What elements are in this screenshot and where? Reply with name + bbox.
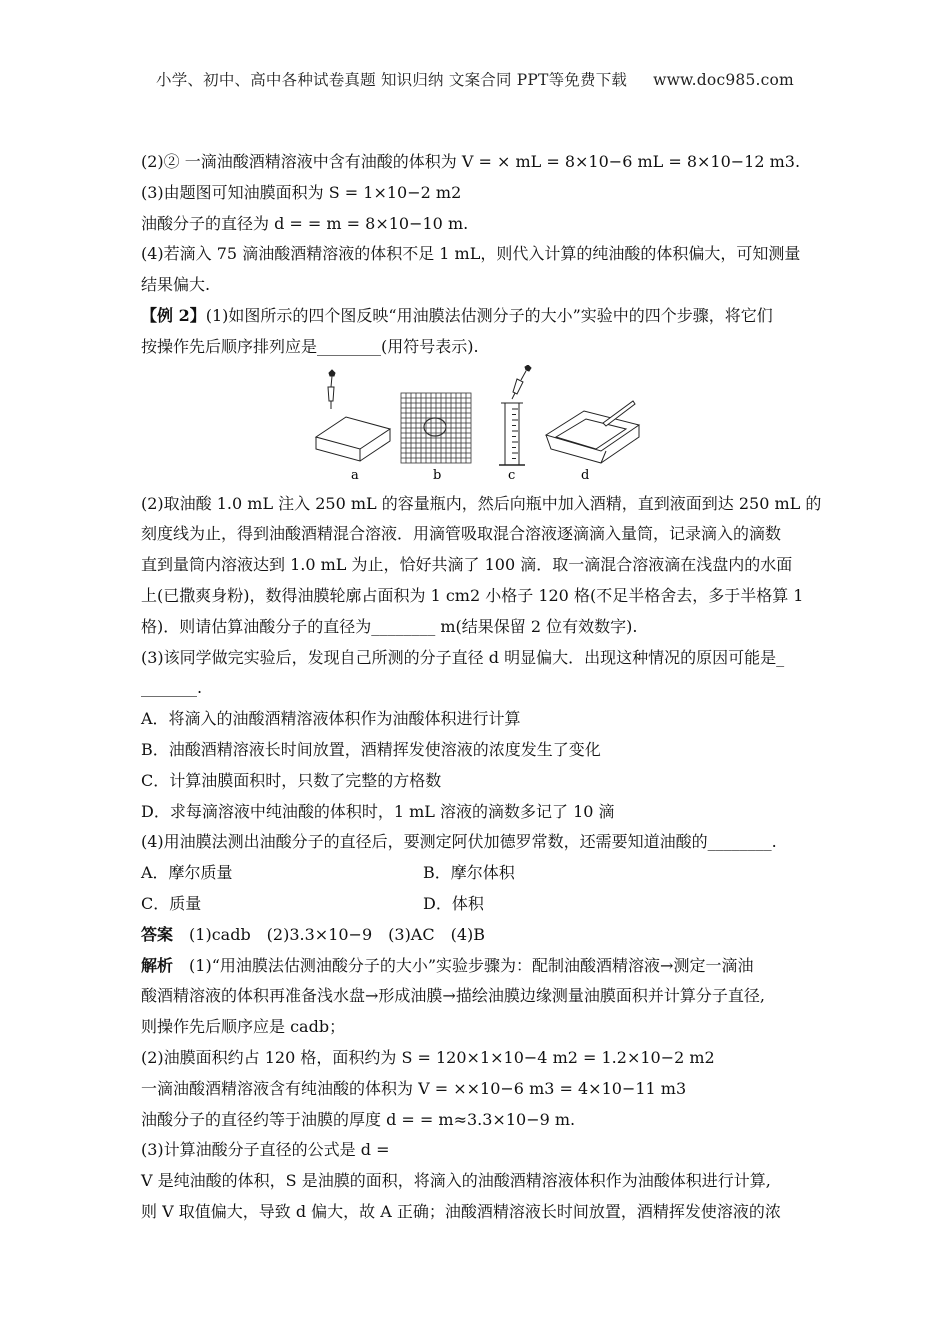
part1-line-4a: (4)若滴入 75 滴油酸酒精溶液的体积不足 1 mL，则代入计算的纯油酸的体积偏大，可知测量: [141, 244, 801, 264]
part1-line-4b: 结果偏大.: [141, 275, 211, 295]
analysis-line-4: (2)油膜面积约占 120 格，面积约为 S = 120×1×10−4 m2 = 1.2×10−2 m2: [141, 1047, 715, 1067]
step-b-illustration: [401, 393, 471, 463]
part1-line-2: (3)由题图可知油膜面积为 S = 1×10−2 m2: [141, 182, 462, 202]
answer-text: (1)cadb (2)3.3×10−9 (3)AC (4)B: [189, 924, 486, 944]
example-2-q2-line-3: 直到量筒内溶液达到 1.0 mL 为止，恰好共滴了 100 滴．取一滴混合溶液滴在浅盘内的水面: [141, 555, 793, 575]
q3-option-a: A．将滴入的油酸酒精溶液体积作为油酸体积进行计算: [141, 709, 521, 729]
experiment-figure: [141, 365, 813, 483]
example-2-q2-line-4: 上(已撒爽身粉)，数得油膜轮廓占面积为 1 cm2 小格子 120 格(不足半格舍去，多于半格算 1: [141, 585, 804, 605]
step-c-illustration: [499, 365, 531, 465]
q4-option-a: A．摩尔质量: [141, 863, 233, 883]
part1-line-3: 油酸分子的直径为 d = = m = 8×10−10 m.: [141, 213, 469, 233]
example-2-q2-line-5: 格)．则请估算油酸分子的直径为________ m(结果保留 2 位有效数字).: [141, 616, 638, 636]
q4-option-c: C．质量: [141, 893, 202, 913]
example-2-q4: (4)用油膜法测出油酸分子的直径后，要测定阿伏加德罗常数，还需要知道油酸的________.: [141, 832, 777, 852]
figure-label-a: a: [351, 467, 359, 483]
q4-option-d: D．体积: [423, 893, 484, 913]
part1-line-1: (2)② 一滴油酸酒精溶液中含有油酸的体积为 V = × mL = 8×10−6 mL = 8×10−12 m3.: [141, 152, 801, 171]
header-text: 小学、初中、高中各种试卷真题 知识归纳 文案合同 PPT等免费下载: [156, 71, 628, 89]
example-2-q3-line-2: _______.: [141, 678, 203, 698]
header-url[interactable]: www.doc985.com: [653, 71, 794, 89]
analysis-line-2: 酸酒精溶液的体积再准备浅水盘→形成油膜→描绘油膜边缘测量油膜面积并计算分子直径,: [141, 986, 765, 1006]
example-2-q1-line-1: 【例 2】(1)如图所示的四个图反映“用油膜法估测分子的大小”实验中的四个步骤，将它们: [141, 305, 773, 325]
figure-label-c: c: [508, 467, 516, 483]
analysis-line-6: 油酸分子的直径约等于油膜的厚度 d = = m≈3.3×10−9 m.: [141, 1109, 576, 1129]
q4-options-row-2: [141, 889, 813, 920]
step-d-illustration: [546, 401, 639, 463]
example-2-q3-line-1: (3)该同学做完实验后，发现自己所测的分子直径 d 明显偏大．出现这种情况的原因可能是_: [141, 647, 785, 667]
example-2-q2-line-2: 刻度线为止，得到油酸酒精混合溶液．用滴管吸取混合溶液逐滴滴入量筒，记录滴入的滴数: [141, 524, 782, 544]
analysis-line-3: 则操作先后顺序应是 cadb；: [141, 1017, 346, 1037]
analysis-line-5: 一滴油酸酒精溶液含有纯油酸的体积为 V = ××10−6 m3 = 4×10−11 m3: [141, 1078, 687, 1098]
analysis-label: 解析: [141, 955, 174, 975]
page-header: [0, 68, 950, 90]
answer-label: 答案: [141, 924, 174, 944]
answer-line: [141, 920, 813, 951]
example-2-q2-line-1: (2)取油酸 1.0 mL 注入 250 mL 的容量瓶内，然后向瓶中加入酒精，直到液面到达 250 mL 的: [141, 493, 822, 513]
document-body: [141, 147, 822, 1228]
example-tag: 【例 2】: [141, 305, 206, 325]
figure-label-b: b: [433, 467, 442, 483]
experiment-steps-illustration: [311, 365, 641, 483]
analysis-line-8: V 是纯油酸的体积，S 是油膜的面积，将滴入的油酸酒精溶液体积作为油酸体积进行计算,: [141, 1171, 771, 1191]
q3-option-d: D．求每滴溶液中纯油酸的体积时，1 mL 溶液的滴数多记了 10 滴: [141, 801, 615, 821]
example-2-q1-line-2: 按操作先后顺序排列应是________(用符号表示).: [141, 336, 479, 356]
analysis-line-1: 解析 (1)“用油膜法估测油酸分子的大小”实验步骤为：配制油酸酒精溶液→测定一滴油: [141, 955, 754, 975]
step-a-illustration: [316, 370, 390, 461]
q4-option-b: B．摩尔体积: [423, 863, 515, 883]
analysis-line-7: (3)计算油酸分子直径的公式是 d =: [141, 1140, 390, 1160]
q3-option-b: B．油酸酒精溶液长时间放置，酒精挥发使溶液的浓度发生了变化: [141, 739, 601, 759]
analysis-line-9: 则 V 取值偏大，导致 d 偏大，故 A 正确；油酸酒精溶液长时间放置，酒精挥发使溶液的浓: [141, 1201, 781, 1221]
q4-options-row-1: [141, 858, 813, 889]
figure-label-d: d: [581, 467, 590, 483]
q3-option-c: C．计算油膜面积时，只数了完整的方格数: [141, 770, 442, 790]
